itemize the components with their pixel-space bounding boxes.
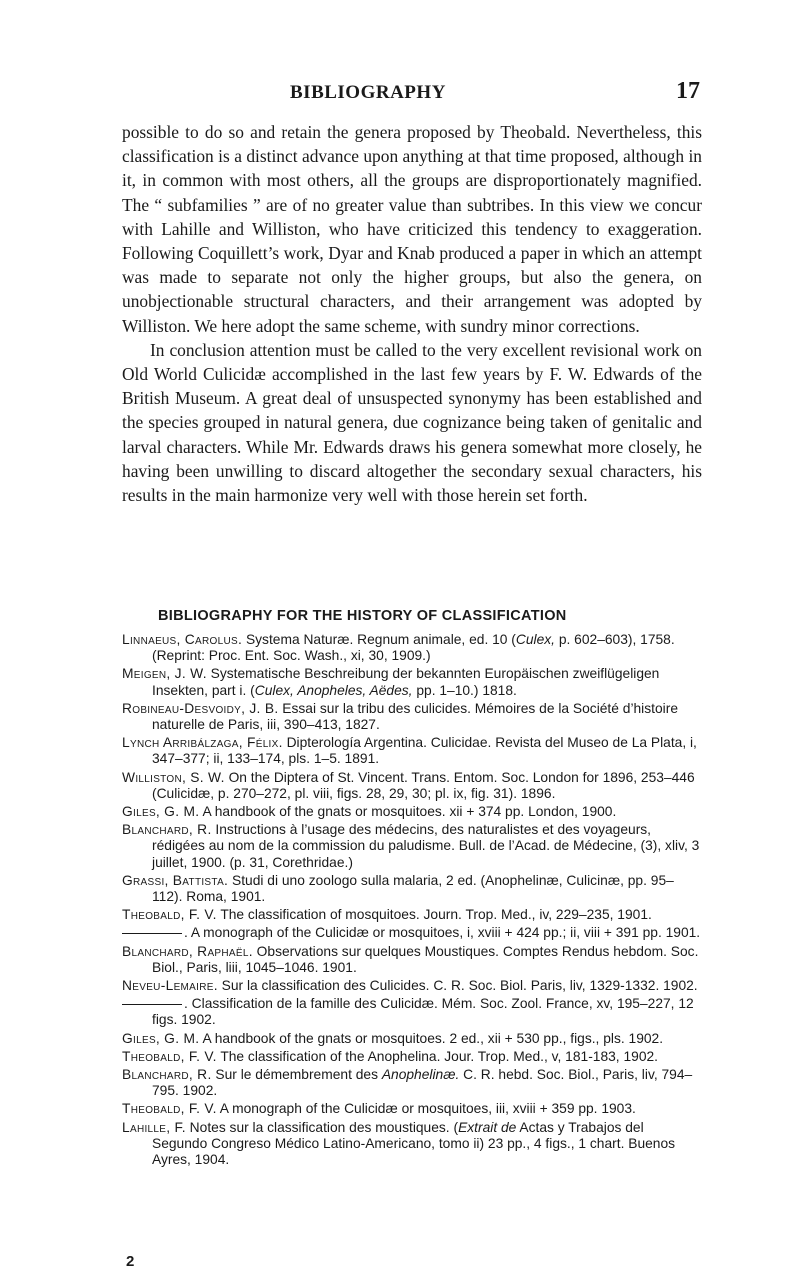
bibliography-entry xyxy=(122,1120,702,1169)
entry-text: Studi di uno zoologo sulla malaria, 2 ed. (Anophelinæ, Culicinæ, pp. 95–112). Roma, 1901. xyxy=(152,872,674,905)
bibliography-entry xyxy=(122,944,702,976)
bibliography-list xyxy=(122,632,702,1170)
entry-text: Sur le démembrement des xyxy=(211,1067,382,1083)
entry-text: . A monograph of the Culicidæ or mosquitoes, i, xviii + 424 pp.; ii, viii + 391 pp. 1901. xyxy=(184,925,701,941)
entry-text: Notes sur la classification des moustiques. ( xyxy=(185,1119,459,1135)
bibliography-entry xyxy=(122,804,702,820)
bibliography-entry xyxy=(122,996,702,1028)
entry-text: A monograph of the Culicidæ or mosquitoes, iii, xviii + 359 pp. 1903. xyxy=(216,1101,636,1117)
bibliography-entry xyxy=(122,925,702,941)
entry-text: Observations sur quelques Moustiques. Comptes Rendus hebdom. Soc. Biol., Paris, liii, 1045–1046. 1901. xyxy=(152,943,699,975)
running-header xyxy=(120,78,700,110)
running-title: BIBLIOGRAPHY xyxy=(290,82,446,103)
bibliography-entry xyxy=(122,873,702,905)
entry-author: Blanchard, Raphaël. xyxy=(122,943,253,959)
entry-author: Meigen, J. W. xyxy=(122,666,207,682)
entry-author: Blanchard, R. xyxy=(122,822,212,838)
entry-author: Theobald, F. V. xyxy=(122,907,217,923)
entry-author: Theobald, F. V. xyxy=(122,1101,217,1117)
entry-author: Robineau-Desvoidy, J. B. xyxy=(122,700,279,716)
bibliography-entry xyxy=(122,770,702,802)
entry-author: Williston, S. W. xyxy=(122,769,225,785)
entry-italic-text: Culex, xyxy=(515,632,555,647)
entry-italic-text: Anophelinæ. xyxy=(381,1067,460,1083)
entry-text: Sur la classification des Culicides. C. R. Soc. Biol. Paris, liv, 1329-1332. 1902. xyxy=(217,978,698,994)
entry-author: Neveu-Lemaire. xyxy=(122,978,218,994)
bibliography-entry xyxy=(122,632,702,664)
entry-text: Systema Naturæ. Regnum animale, ed. 10 ( xyxy=(242,632,516,647)
entry-text: . Classification de la famille des Culicidæ. Mém. Soc. Zool. France, xv, 195–227, 12 figs. 1902. xyxy=(152,996,694,1028)
bibliography-entry xyxy=(122,1067,702,1099)
entry-author: Grassi, Battista. xyxy=(122,872,229,888)
entry-author: Linnaeus, Carolus. xyxy=(122,632,243,647)
ditto-dash xyxy=(122,933,182,934)
entry-text-continued: Actas y Trabajos del Segundo Congreso Médico Latino-Americano, tomo ii) 23 pp., 4 figs., 1 chart. Buenos Ayres, 1904. xyxy=(152,1119,676,1168)
bibliography-entry xyxy=(122,907,702,923)
entry-text: A handbook of the gnats or mosquitoes. 2 ed., xii + 530 pp., figs., pls. 1902. xyxy=(199,1030,664,1046)
entry-author: Lynch Arribálzaga, Félix. xyxy=(122,735,283,751)
entry-author: Lahille, F. xyxy=(122,1119,186,1135)
paragraph: possible to do so and retain the genera proposed by Theobald. Nevertheless, this classification is a distinct advance upon anything at that time proposed, although in it, in common with most others, all the groups are disproportionately magnified. The “ subfamilies ” are of no greater value than subtribes. In this view we concur with Lahille and Williston, who have criticized this tendency to exaggeration. Following Coquillett’s work, Dyar and Knab produced a paper in which an attempt was made to separate not only the higher groups, but also the genera, on unobjectionable structural characters, and their arrangement was adopted by Williston. We here adopt the same scheme, with sundry minor corrections. xyxy=(122,122,702,336)
body-text xyxy=(122,120,702,507)
entry-text: Dipterología Argentina. Culicidae. Revista del Museo de La Plata, i, 347–377; ii, 133–174, pls. 1–5. 1891. xyxy=(152,735,697,767)
entry-text: A handbook of the gnats or mosquitoes. xii + 374 pp. London, 1900. xyxy=(199,804,617,820)
bibliography-entry xyxy=(122,735,702,767)
entry-text: On the Diptera of St. Vincent. Trans. Entom. Soc. London for 1896, 253–446 (Culicidæ, p. 270–272, pl. viii, figs. 28, 29, 30; pl. ix, fig. 31). 1896. xyxy=(152,769,695,801)
ditto-dash xyxy=(122,1004,182,1005)
bibliography-entry xyxy=(122,822,702,871)
bibliography-entry xyxy=(122,1049,702,1065)
bibliography-entry xyxy=(122,1101,702,1117)
signature-mark: 2 xyxy=(126,1253,135,1270)
entry-text: The classification of the Anophelina. Jour. Trop. Med., v, 181-183, 1902. xyxy=(216,1048,658,1064)
entry-text: Instructions à l’usage des médecins, des naturalistes et des voyageurs, rédigées au nom de la commission du paludisme. Bull. de l’Acad. de Médecine, (3), xliv, 3 juillet, 1900. (p. 31, Corethridae.) xyxy=(152,822,700,870)
page-number: 17 xyxy=(676,78,700,104)
entry-text-continued: p. 602–603), 1758. (Reprint: Proc. Ent. Soc. Wash., xi, 30, 1909.) xyxy=(152,632,675,664)
entry-italic-text: Extrait de xyxy=(458,1119,517,1135)
entry-text: Essai sur la tribu des culicides. Mémoires de la Société d’histoire naturelle de Paris, iii, 390–413, 1827. xyxy=(152,700,678,733)
bibliography-entry xyxy=(122,1031,702,1047)
bibliography-entry xyxy=(122,978,702,994)
entry-author: Blanchard, R. xyxy=(122,1067,212,1083)
entry-author: Theobald, F. V. xyxy=(122,1048,217,1064)
entry-text-continued: pp. 1–10.) 1818. xyxy=(412,682,517,698)
bibliography-entry xyxy=(122,666,702,698)
entry-author: Giles, G. M. xyxy=(122,804,200,820)
paragraph: In conclusion attention must be called to the very excellent revisional work on Old World Culicidæ accomplished in the last few years by F. W. Edwards of the British Museum. A great deal of unsuspected synonymy has been established and the species grouped in natural genera, due cognizance being taken of genitalic and larval characters. While Mr. Edwards draws his genera somewhat more closely, he having been unwilling to discard altogether the secondary sexual characters, his results in the main harmonize very well with those herein set forth. xyxy=(122,339,702,506)
entry-text: The classification of mosquitoes. Journ. Trop. Med., iv, 229–235, 1901. xyxy=(216,907,652,923)
bibliography-heading: BIBLIOGRAPHY FOR THE HISTORY OF CLASSIFICATION xyxy=(158,608,567,624)
entry-italic-text: Culex, Anopheles, Aëdes, xyxy=(254,682,413,698)
entry-author: Giles, G. M. xyxy=(122,1030,200,1046)
bibliography-entry xyxy=(122,701,702,733)
entry-text: Systematische Beschreibung der bekannten Europäischen zweiflügeligen Insekten, part i. ( xyxy=(152,666,660,698)
entry-text-continued: C. R. hebd. Soc. Biol., Paris, liv, 794–795. 1902. xyxy=(152,1067,693,1099)
